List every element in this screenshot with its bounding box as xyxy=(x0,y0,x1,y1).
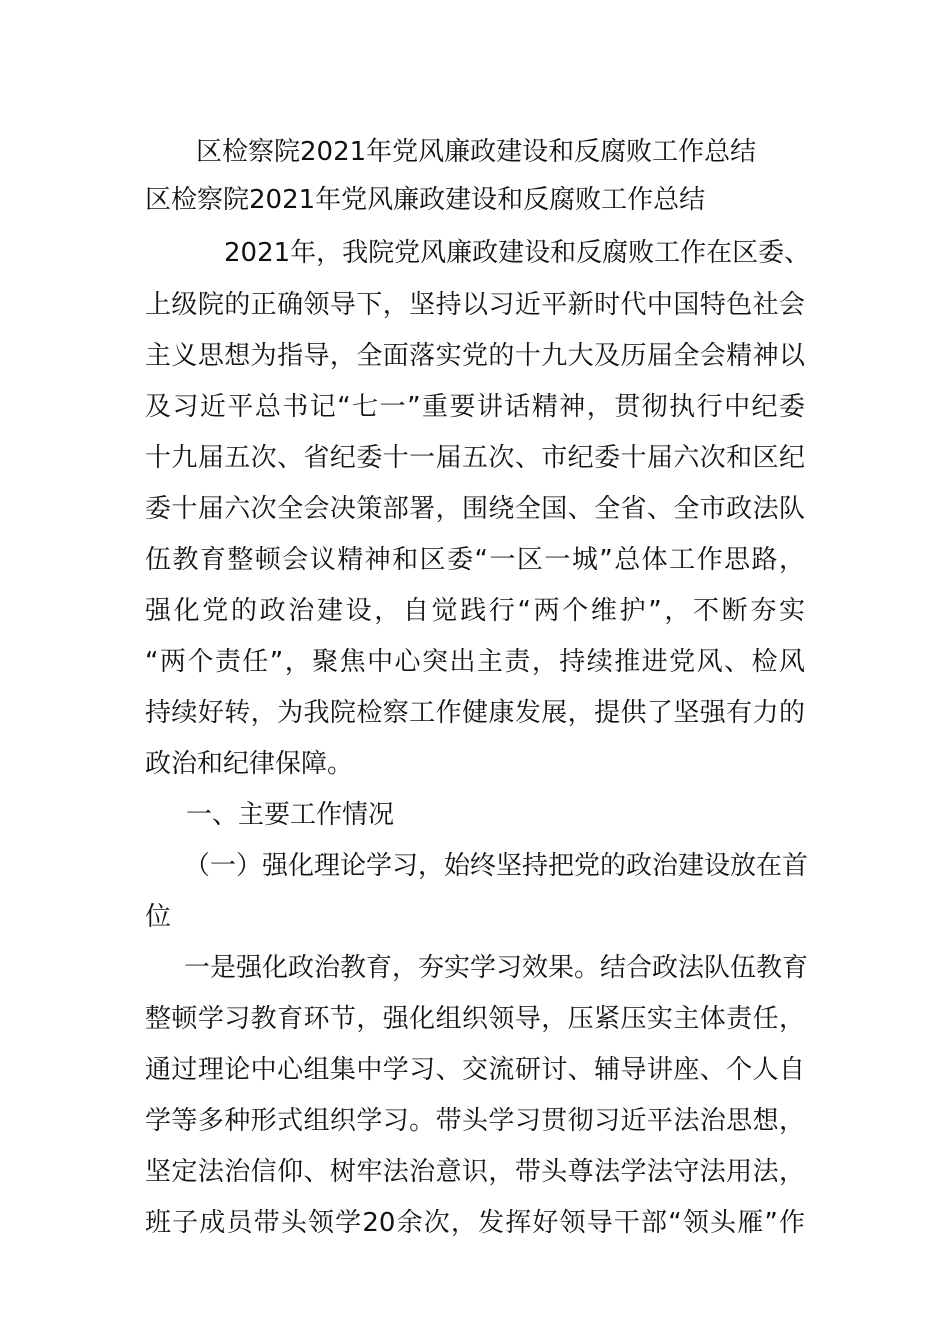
paragraph-line: 十九届五次、省纪委十一届五次、市纪委十届六次和区纪 xyxy=(145,443,805,473)
subsection-heading: 位 xyxy=(145,902,172,932)
paragraph-line: 伍教育整顿会议精神和区委“一区一城”总体工作思路， xyxy=(145,545,805,575)
paragraph-line: 学等多种形式组织学习。带头学习贯彻习近平法治思想， xyxy=(145,1106,805,1136)
paragraph-line: 2021年，我院党风廉政建设和反腐败工作在区委、 xyxy=(224,238,811,268)
subsection-heading: （一）强化理论学习，始终坚持把党的政治建设放在首 xyxy=(184,851,809,881)
document-title: 区检察院2021年党风廉政建设和反腐败工作总结 xyxy=(196,137,757,167)
paragraph-line: “两个责任”，聚焦中心突出主责，持续推进党风、检风 xyxy=(145,647,805,677)
paragraph-line: 班子成员带头领学20余次，发挥好领导干部“领头雁”作 xyxy=(145,1208,805,1238)
paragraph-line: 主义思想为指导，全面落实党的十九大及历届全会精神以 xyxy=(145,341,805,371)
paragraph-line: 及习近平总书记“七一”重要讲话精神，贯彻执行中纪委 xyxy=(145,392,805,422)
paragraph-line: 一是强化政治教育，夯实学习效果。结合政法队伍教育 xyxy=(184,953,809,983)
paragraph-line: 强化党的政治建设，自觉践行“两个维护”，不断夯实 xyxy=(145,596,805,626)
section-heading: 一、主要工作情况 xyxy=(186,800,395,830)
paragraph-line: 持续好转，为我院检察工作健康发展，提供了坚强有力的 xyxy=(145,698,805,728)
paragraph-line: 政治和纪律保障。 xyxy=(145,749,354,779)
paragraph-line: 整顿学习教育环节，强化组织领导，压紧压实主体责任， xyxy=(145,1004,805,1034)
paragraph-line: 上级院的正确领导下，坚持以习近平新时代中国特色社会 xyxy=(145,290,805,320)
document-subtitle: 区检察院2021年党风廉政建设和反腐败工作总结 xyxy=(145,185,706,215)
paragraph-line: 坚定法治信仰、树牢法治意识，带头尊法学法守法用法， xyxy=(145,1157,805,1187)
paragraph-line: 委十届六次全会决策部署，围绕全国、全省、全市政法队 xyxy=(145,494,805,524)
paragraph-line: 通过理论中心组集中学习、交流研讨、辅导讲座、个人自 xyxy=(145,1055,805,1085)
